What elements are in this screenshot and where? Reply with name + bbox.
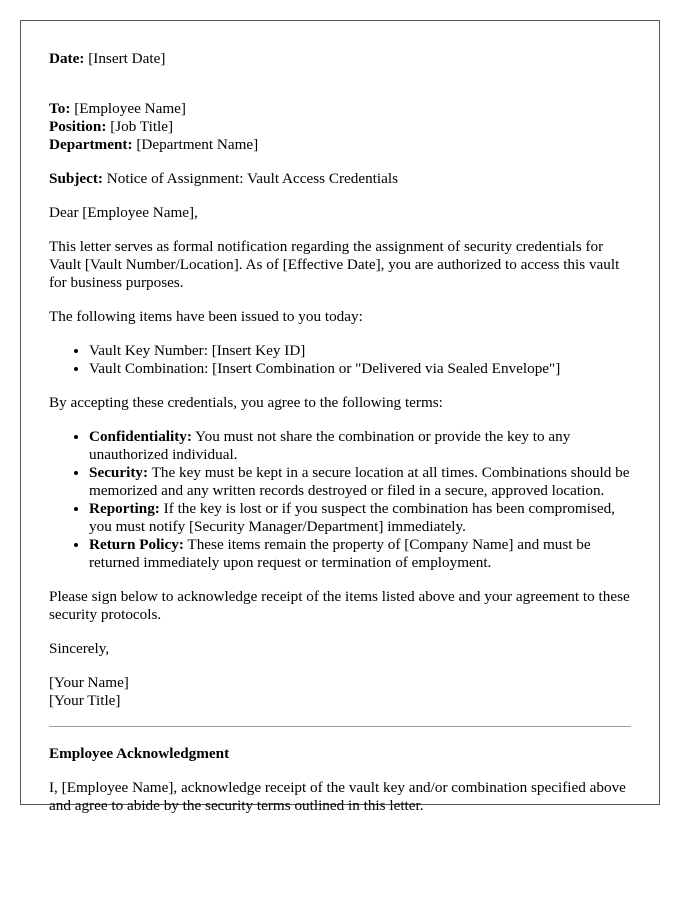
sign-request: Please sign below to acknowledge receipt of the items listed above and your agreement to these security protocols. (49, 588, 630, 623)
salutation: Dear [Employee Name], (49, 204, 198, 221)
to-value: [Employee Name] (70, 100, 186, 117)
acknowledgment-heading: Employee Acknowledgment (49, 745, 230, 762)
department-line (49, 136, 631, 154)
sender-name: [Your Name] (49, 674, 129, 691)
subject-label: Subject: (49, 170, 103, 187)
recipient-block (49, 100, 631, 154)
term-label: Security: (89, 464, 149, 481)
department-label: Department: (49, 136, 133, 153)
department-value: [Department Name] (132, 136, 259, 153)
items-intro: The following items have been issued to you today: (49, 308, 363, 325)
closing: Sincerely, (49, 640, 110, 657)
list-item (89, 428, 631, 464)
subject-line (49, 170, 631, 188)
sender-block (49, 674, 631, 710)
list-item: • Vault Key Number: [Insert Key ID] (89, 342, 631, 360)
list-item (89, 464, 631, 500)
position-value: [Job Title] (106, 118, 174, 135)
term-label: Return Policy: (89, 536, 184, 553)
intro-paragraph: This letter serves as formal notification regarding the assignment of security credentials for Vault [Vault Number/Location]. As of [Effective Date], you are authorized to access this vault for business purposes. (49, 238, 620, 291)
position-label: Position: (49, 118, 107, 135)
term-text: The key must be kept in a secure location at all times. Combinations should be memorized and any written records destroyed or filed in a secure, approved location. (89, 464, 630, 499)
date-line (49, 50, 631, 68)
list-item (89, 500, 631, 536)
subject-value: Notice of Assignment: Vault Access Credentials (103, 170, 398, 187)
term-label: Reporting: (89, 500, 160, 517)
divider (49, 726, 631, 727)
list-item (89, 536, 631, 572)
issued-items-list (49, 342, 631, 378)
term-label: Confidentiality: (89, 428, 192, 445)
acknowledgment-text: I, [Employee Name], acknowledge receipt of the vault key and/or combination specified above and agree to abide by the security terms outlined in this letter. (49, 779, 626, 814)
term-text: If the key is lost or if you suspect the combination has been compromised, you must notify [Security Manager/Department] immediately. (89, 500, 615, 535)
to-line (49, 100, 631, 118)
list-item: • Vault Combination: [Insert Combination or "Delivered via Sealed Envelope"] (89, 360, 631, 378)
date-value: [Insert Date] (84, 50, 166, 67)
sender-title: [Your Title] (49, 692, 121, 709)
letter-page (20, 20, 660, 814)
date-label: Date: (49, 50, 85, 67)
term-text: These items remain the property of [Company Name] and must be returned immediately upon request or termination of employment. (89, 536, 591, 571)
position-line (49, 118, 631, 136)
term-text: You must not share the combination or provide the key to any unauthorized individual. (89, 428, 571, 463)
terms-intro: By accepting these credentials, you agree to the following terms: (49, 394, 443, 411)
to-label: To: (49, 100, 71, 117)
terms-list (49, 428, 631, 572)
